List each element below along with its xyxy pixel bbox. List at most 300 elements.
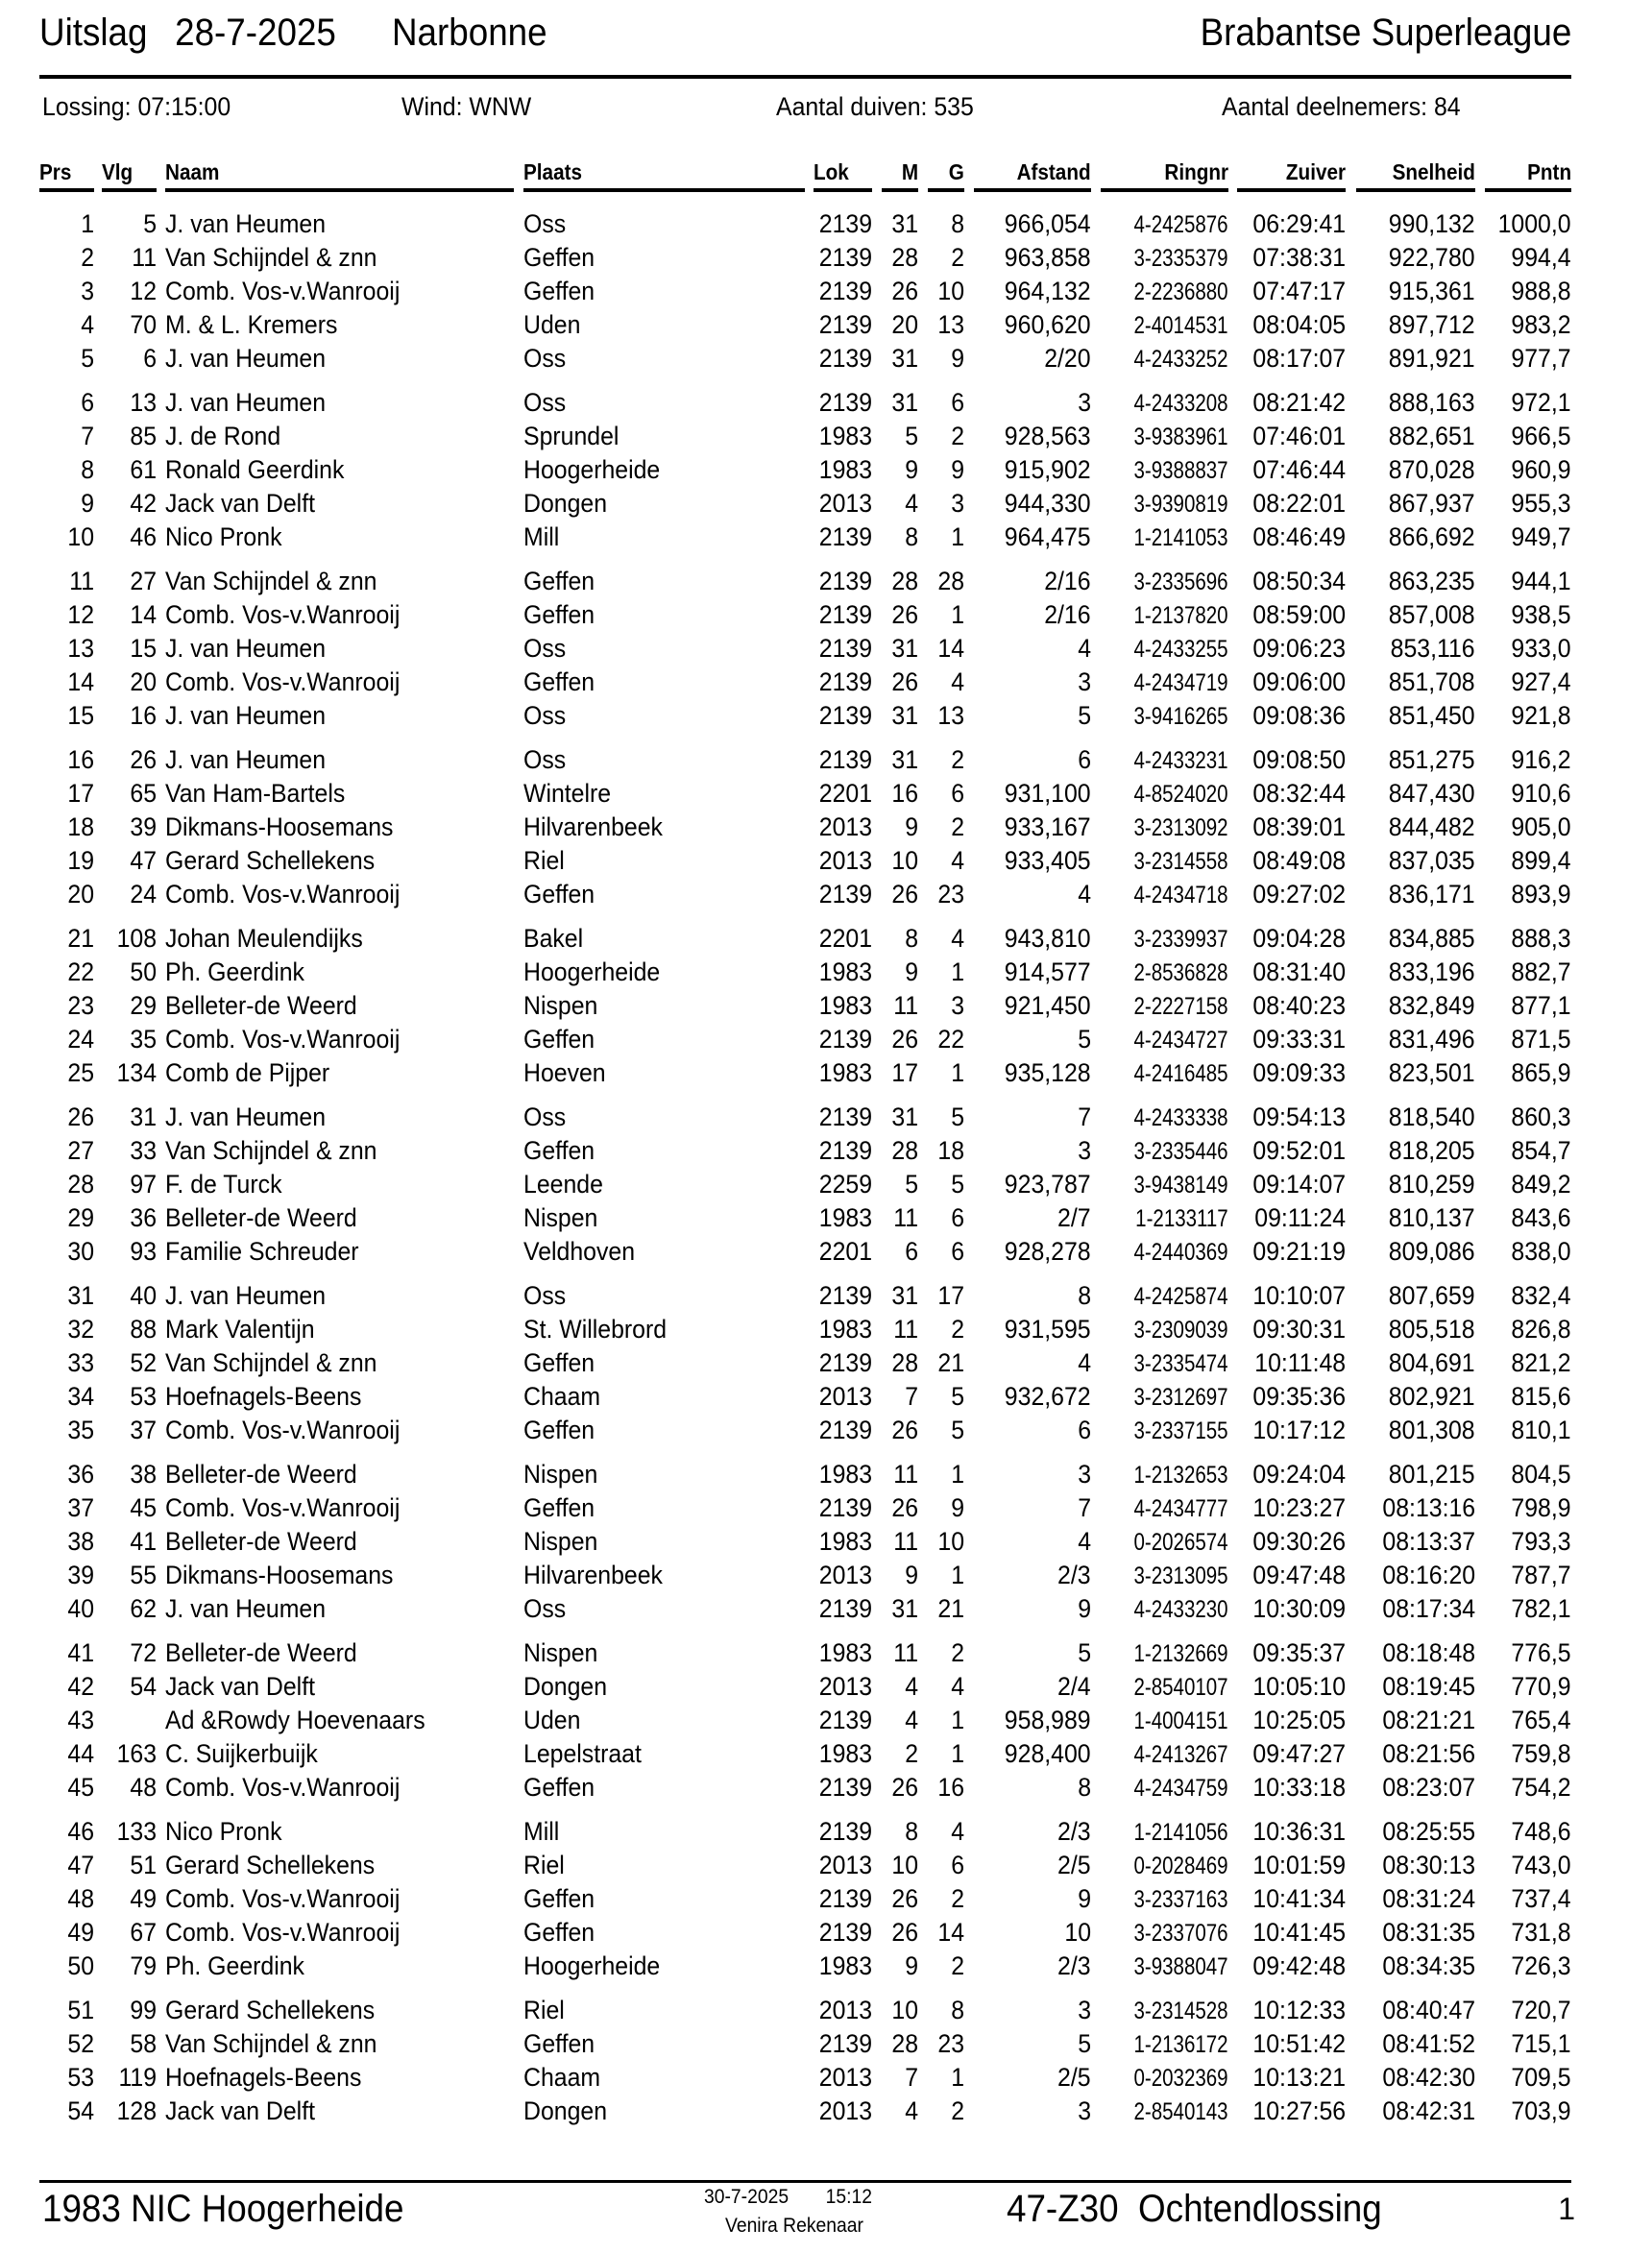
cell-prs: 3 — [81, 277, 94, 305]
cell-zuiver: 08:49:08 — [1252, 846, 1346, 875]
cell-prs: 14 — [67, 667, 94, 696]
cell-vlg: 99 — [130, 1996, 157, 2024]
cell-g: 10 — [937, 1527, 964, 1556]
cell-plaats: Dongen — [523, 489, 608, 518]
cell-ringnr: 4-2433255 — [1133, 636, 1228, 663]
cell-afstand: 8 — [1078, 1773, 1091, 1802]
cell-afstand: 931,595 — [1005, 1315, 1091, 1344]
cell-zuiver: 10:05:10 — [1252, 1672, 1346, 1701]
cell-snelheid: 867,937 — [1389, 489, 1475, 518]
cell-naam: Johan Meulendijks — [165, 924, 363, 953]
cell-pntn: 949,7 — [1511, 522, 1571, 551]
cell-m: 31 — [891, 1281, 918, 1310]
cell-vlg: 93 — [130, 1237, 157, 1266]
cell-snelheid: 804,691 — [1389, 1348, 1475, 1377]
cell-pntn: 765,4 — [1511, 1706, 1571, 1734]
cell-zuiver: 10:13:21 — [1252, 2063, 1346, 2092]
cell-g: 10 — [937, 277, 964, 305]
cell-zuiver: 08:17:07 — [1252, 344, 1346, 373]
cell-ringnr: 3-2312697 — [1133, 1384, 1228, 1411]
cell-pntn: 832,4 — [1511, 1281, 1571, 1310]
table-row — [0, 1460, 1652, 1493]
cell-snelheid: 08:13:16 — [1382, 1493, 1475, 1522]
cell-afstand: 966,054 — [1005, 209, 1091, 238]
column-underline — [974, 188, 1091, 192]
cell-pntn: 826,8 — [1511, 1315, 1571, 1344]
cell-snelheid: 08:17:34 — [1382, 1594, 1475, 1623]
cell-prs: 23 — [67, 991, 94, 1020]
cell-zuiver: 08:59:00 — [1252, 600, 1346, 629]
cell-vlg: 45 — [130, 1493, 157, 1522]
cell-m: 28 — [891, 1348, 918, 1377]
cell-pntn: 899,4 — [1511, 846, 1571, 875]
cell-plaats: Geffen — [523, 1348, 595, 1377]
cell-snelheid: 807,659 — [1389, 1281, 1475, 1310]
cell-vlg: 39 — [130, 812, 157, 841]
table-row — [0, 522, 1652, 556]
cell-plaats: Riel — [523, 846, 565, 875]
cell-zuiver: 09:11:24 — [1254, 1203, 1346, 1232]
cell-naam: Belleter-de Weerd — [165, 1527, 357, 1556]
cell-lok: 2139 — [818, 1136, 872, 1165]
cell-naam: Jack van Delft — [165, 2096, 316, 2125]
cell-naam: J. van Heumen — [165, 209, 327, 238]
cell-m: 31 — [891, 344, 918, 373]
cell-naam: Belleter-de Weerd — [165, 1638, 357, 1667]
cell-afstand: 8 — [1078, 1281, 1091, 1310]
cell-lok: 2139 — [818, 522, 872, 551]
cell-zuiver: 10:17:12 — [1252, 1416, 1346, 1444]
cell-plaats: Nispen — [523, 1203, 598, 1232]
wind-label: Wind: — [401, 92, 463, 121]
cell-zuiver: 08:50:34 — [1252, 567, 1346, 595]
column-underline — [1101, 188, 1228, 192]
cell-snelheid: 990,132 — [1389, 209, 1475, 238]
cell-snelheid: 831,496 — [1389, 1025, 1475, 1054]
cell-afstand: 944,330 — [1005, 489, 1091, 518]
cell-lok: 2139 — [818, 1817, 872, 1846]
cell-prs: 41 — [67, 1638, 94, 1667]
cell-ringnr: 2-2227158 — [1133, 993, 1228, 1020]
cell-snelheid: 08:30:13 — [1382, 1851, 1475, 1879]
cell-plaats: Dongen — [523, 2096, 608, 2125]
table-row — [0, 388, 1652, 422]
cell-vlg: 58 — [130, 2029, 157, 2058]
cell-afstand: 9 — [1078, 1884, 1091, 1913]
cell-afstand: 931,100 — [1005, 779, 1091, 808]
cell-lok: 1983 — [818, 455, 872, 484]
cell-ringnr: 3-9383961 — [1133, 424, 1228, 450]
deelnemers-value: 84 — [1433, 92, 1461, 121]
cell-zuiver: 10:10:07 — [1252, 1281, 1346, 1310]
cell-afstand: 3 — [1078, 388, 1091, 417]
table-row — [0, 1672, 1652, 1706]
cell-vlg: 20 — [130, 667, 157, 696]
cell-snelheid: 888,163 — [1389, 388, 1475, 417]
cell-ringnr: 1-2141056 — [1133, 1819, 1228, 1846]
cell-snelheid: 915,361 — [1389, 277, 1475, 305]
cell-snelheid: 08:19:45 — [1382, 1672, 1475, 1701]
table-row — [0, 1203, 1652, 1237]
cell-afstand: 3 — [1078, 2096, 1091, 2125]
cell-m: 26 — [891, 880, 918, 908]
cell-m: 26 — [891, 1773, 918, 1802]
cell-lok: 2139 — [818, 388, 872, 417]
cell-lok: 1983 — [818, 1638, 872, 1667]
cell-naam: F. de Turck — [165, 1170, 282, 1199]
cell-zuiver: 09:35:37 — [1252, 1638, 1346, 1667]
column-underline — [1237, 188, 1346, 192]
cell-pntn: 793,3 — [1511, 1527, 1571, 1556]
cell-pntn: 815,6 — [1511, 1382, 1571, 1411]
cell-naam: J. van Heumen — [165, 1594, 327, 1623]
cell-prs: 10 — [67, 522, 94, 551]
cell-prs: 45 — [67, 1773, 94, 1802]
cell-lok: 2013 — [818, 2063, 872, 2092]
cell-vlg: 52 — [130, 1348, 157, 1377]
cell-plaats: Geffen — [523, 277, 595, 305]
cell-vlg: 47 — [130, 846, 157, 875]
cell-vlg: 134 — [116, 1058, 157, 1087]
cell-lok: 2139 — [818, 701, 872, 730]
cell-m: 10 — [891, 1851, 918, 1879]
cell-vlg: 79 — [130, 1951, 157, 1980]
cell-lok: 1983 — [818, 1460, 872, 1489]
table-row — [0, 1493, 1652, 1527]
cell-vlg: 65 — [130, 779, 157, 808]
cell-m: 26 — [891, 277, 918, 305]
cell-vlg: 16 — [130, 701, 157, 730]
cell-m: 5 — [905, 422, 918, 450]
column-header-snelheid: Snelheid — [1392, 159, 1475, 184]
cell-pntn: 748,6 — [1511, 1817, 1571, 1846]
cell-g: 23 — [937, 2029, 964, 2058]
column-header-g: G — [948, 159, 964, 184]
table-row — [0, 1382, 1652, 1416]
cell-naam: Comb. Vos-v.Wanrooij — [165, 1416, 401, 1444]
cell-pntn: 888,3 — [1511, 924, 1571, 953]
lossing-value: 07:15:00 — [137, 92, 231, 121]
cell-plaats: Nispen — [523, 991, 598, 1020]
cell-ringnr: 3-2337076 — [1133, 1920, 1228, 1947]
table-row — [0, 1884, 1652, 1918]
cell-snelheid: 08:31:24 — [1382, 1884, 1475, 1913]
cell-prs: 53 — [67, 2063, 94, 2092]
cell-snelheid: 866,692 — [1389, 522, 1475, 551]
cell-zuiver: 09:14:07 — [1252, 1170, 1346, 1199]
cell-pntn: 966,5 — [1511, 422, 1571, 450]
cell-pntn: 798,9 — [1511, 1493, 1571, 1522]
cell-plaats: Oss — [523, 1281, 567, 1310]
cell-pntn: 960,9 — [1511, 455, 1571, 484]
cell-g: 3 — [951, 991, 964, 1020]
cell-zuiver: 08:39:01 — [1252, 812, 1346, 841]
cell-afstand: 2/16 — [1044, 567, 1091, 595]
cell-plaats: Oss — [523, 1594, 567, 1623]
cell-plaats: Geffen — [523, 1493, 595, 1522]
cell-naam: Van Schijndel & znn — [165, 2029, 377, 2058]
cell-afstand: 10 — [1064, 1918, 1091, 1947]
race-date: 28-7-2025 — [175, 12, 336, 54]
cell-prs: 32 — [67, 1315, 94, 1344]
column-header-m: M — [901, 159, 918, 184]
table-row — [0, 1136, 1652, 1170]
column-underline — [102, 188, 157, 192]
cell-plaats: Oss — [523, 634, 567, 663]
cell-naam: Comb. Vos-v.Wanrooij — [165, 1884, 401, 1913]
duiven-value: 535 — [934, 92, 974, 121]
table-row — [0, 779, 1652, 812]
cell-zuiver: 10:41:34 — [1252, 1884, 1346, 1913]
cell-lok: 2139 — [818, 1773, 872, 1802]
cell-lok: 2139 — [818, 1102, 872, 1131]
cell-m: 7 — [905, 2063, 918, 2092]
cell-plaats: Oss — [523, 701, 567, 730]
cell-pntn: 938,5 — [1511, 600, 1571, 629]
table-row — [0, 812, 1652, 846]
cell-naam: Familie Schreuder — [165, 1237, 359, 1266]
cell-vlg: 48 — [130, 1773, 157, 1802]
cell-naam: Comb. Vos-v.Wanrooij — [165, 277, 401, 305]
cell-pntn: 955,3 — [1511, 489, 1571, 518]
cell-zuiver: 08:32:44 — [1252, 779, 1346, 808]
cell-m: 26 — [891, 1416, 918, 1444]
cell-vlg: 51 — [130, 1851, 157, 1879]
cell-vlg: 36 — [130, 1203, 157, 1232]
cell-snelheid: 08:31:35 — [1382, 1918, 1475, 1947]
cell-lok: 2139 — [818, 209, 872, 238]
column-header-lok: Lok — [814, 159, 849, 184]
cell-naam: J. van Heumen — [165, 634, 327, 663]
cell-lok: 2139 — [818, 1348, 872, 1377]
cell-afstand: 3 — [1078, 1996, 1091, 2024]
cell-m: 9 — [905, 957, 918, 986]
cell-pntn: 977,7 — [1511, 344, 1571, 373]
cell-zuiver: 06:29:41 — [1252, 209, 1346, 238]
cell-g: 1 — [951, 1706, 964, 1734]
cell-plaats: Veldhoven — [523, 1237, 636, 1266]
cell-naam: J. van Heumen — [165, 745, 327, 774]
cell-pntn: 933,0 — [1511, 634, 1571, 663]
table-row — [0, 924, 1652, 957]
cell-zuiver: 09:35:36 — [1252, 1382, 1346, 1411]
cell-plaats: Nispen — [523, 1527, 598, 1556]
cell-afstand: 2/5 — [1057, 1851, 1091, 1879]
cell-m: 4 — [905, 1706, 918, 1734]
cell-plaats: Geffen — [523, 1884, 595, 1913]
cell-lok: 2013 — [818, 1851, 872, 1879]
cell-lok: 1983 — [818, 1739, 872, 1768]
cell-lok: 2139 — [818, 667, 872, 696]
cell-afstand: 933,167 — [1005, 812, 1091, 841]
cell-lok: 2013 — [818, 1672, 872, 1701]
cell-vlg: 119 — [118, 2063, 157, 2092]
duiven-info — [776, 92, 974, 122]
wind-info — [401, 92, 531, 122]
cell-ringnr: 3-2339937 — [1133, 926, 1228, 953]
cell-plaats: Geffen — [523, 243, 595, 272]
cell-g: 4 — [951, 924, 964, 953]
table-row — [0, 243, 1652, 277]
cell-m: 10 — [891, 846, 918, 875]
cell-prs: 42 — [67, 1672, 94, 1701]
cell-plaats: Oss — [523, 344, 567, 373]
cell-ringnr: 2-8536828 — [1133, 959, 1228, 986]
cell-g: 2 — [951, 422, 964, 450]
cell-lok: 2139 — [818, 634, 872, 663]
cell-ringnr: 4-2425876 — [1133, 211, 1228, 238]
cell-ringnr: 2-4014531 — [1133, 312, 1228, 339]
cell-naam: Dikmans-Hoosemans — [165, 1561, 394, 1589]
cell-g: 8 — [951, 209, 964, 238]
cell-plaats: Mill — [523, 1817, 560, 1846]
cell-afstand: 4 — [1078, 634, 1091, 663]
table-row — [0, 1315, 1652, 1348]
cell-vlg: 31 — [130, 1102, 157, 1131]
cell-m: 28 — [891, 567, 918, 595]
cell-pntn: 782,1 — [1511, 1594, 1571, 1623]
deelnemers-label: Aantal deelnemers: — [1222, 92, 1428, 121]
column-underline — [39, 188, 94, 192]
cell-prs: 37 — [67, 1493, 94, 1522]
cell-ringnr: 4-2434727 — [1133, 1027, 1228, 1054]
cell-afstand: 928,400 — [1005, 1739, 1091, 1768]
cell-lok: 2139 — [818, 344, 872, 373]
cell-ringnr: 4-2413267 — [1133, 1741, 1228, 1768]
cell-snelheid: 837,035 — [1389, 846, 1475, 875]
cell-pntn: 759,8 — [1511, 1739, 1571, 1768]
cell-pntn: 715,1 — [1511, 2029, 1571, 2058]
column-underline — [1356, 188, 1475, 192]
cell-snelheid: 08:21:56 — [1382, 1739, 1475, 1768]
column-underline — [928, 188, 964, 192]
cell-afstand: 923,787 — [1005, 1170, 1091, 1199]
cell-pntn: 860,3 — [1511, 1102, 1571, 1131]
cell-lok: 1983 — [818, 957, 872, 986]
cell-vlg: 42 — [130, 489, 157, 518]
cell-m: 6 — [905, 1237, 918, 1266]
cell-g: 5 — [951, 1102, 964, 1131]
cell-snelheid: 891,921 — [1389, 344, 1475, 373]
cell-lok: 2201 — [818, 779, 872, 808]
cell-plaats: Geffen — [523, 880, 595, 908]
cell-naam: J. van Heumen — [165, 1102, 327, 1131]
cell-afstand: 928,278 — [1005, 1237, 1091, 1266]
cell-afstand: 3 — [1078, 1460, 1091, 1489]
cell-g: 1 — [951, 522, 964, 551]
cell-g: 21 — [937, 1594, 964, 1623]
cell-afstand: 958,989 — [1005, 1706, 1091, 1734]
cell-ringnr: 4-2433230 — [1133, 1596, 1228, 1623]
cell-vlg: 14 — [130, 600, 157, 629]
deelnemers-info — [1222, 92, 1461, 122]
cell-afstand: 2/16 — [1044, 600, 1091, 629]
cell-prs: 17 — [67, 779, 94, 808]
cell-m: 26 — [891, 600, 918, 629]
column-underline — [1485, 188, 1571, 192]
cell-prs: 40 — [67, 1594, 94, 1623]
cell-prs: 27 — [67, 1136, 94, 1165]
cell-naam: J. de Rond — [165, 422, 281, 450]
cell-snelheid: 847,430 — [1389, 779, 1475, 808]
cell-prs: 46 — [67, 1817, 94, 1846]
lossing-info — [42, 92, 231, 122]
cell-plaats: Geffen — [523, 667, 595, 696]
cell-snelheid: 08:42:31 — [1382, 2096, 1475, 2125]
cell-snelheid: 836,171 — [1389, 880, 1475, 908]
cell-snelheid: 08:23:07 — [1382, 1773, 1475, 1802]
cell-zuiver: 09:09:33 — [1252, 1058, 1346, 1087]
cell-m: 31 — [891, 1102, 918, 1131]
cell-ringnr: 4-2434719 — [1133, 669, 1228, 696]
cell-plaats: Geffen — [523, 2029, 595, 2058]
cell-ringnr: 1-2141053 — [1133, 524, 1228, 551]
table-row — [0, 957, 1652, 991]
cell-m: 28 — [891, 243, 918, 272]
cell-ringnr: 1-2132653 — [1133, 1462, 1228, 1489]
cell-naam: Comb. Vos-v.Wanrooij — [165, 1025, 401, 1054]
cell-snelheid: 833,196 — [1389, 957, 1475, 986]
cell-prs: 19 — [67, 846, 94, 875]
cell-pntn: 804,5 — [1511, 1460, 1571, 1489]
cell-ringnr: 3-2335696 — [1133, 569, 1228, 595]
cell-g: 6 — [951, 1851, 964, 1879]
cell-m: 10 — [891, 1996, 918, 2024]
cell-prs: 51 — [67, 1996, 94, 2024]
table-row — [0, 1527, 1652, 1561]
cell-plaats: Riel — [523, 1851, 565, 1879]
cell-prs: 8 — [81, 455, 94, 484]
cell-m: 31 — [891, 634, 918, 663]
column-header-plaats: Plaats — [523, 159, 582, 184]
cell-afstand: 943,810 — [1005, 924, 1091, 953]
cell-g: 1 — [951, 2063, 964, 2092]
cell-prs: 6 — [81, 388, 94, 417]
cell-naam: Dikmans-Hoosemans — [165, 812, 394, 841]
cell-g: 4 — [951, 1672, 964, 1701]
cell-m: 5 — [905, 1170, 918, 1199]
table-row — [0, 1638, 1652, 1672]
cell-zuiver: 07:47:17 — [1252, 277, 1346, 305]
cell-lok: 2139 — [818, 1493, 872, 1522]
duiven-label: Aantal duiven: — [776, 92, 928, 121]
cell-ringnr: 4-2434777 — [1133, 1495, 1228, 1522]
cell-zuiver: 10:23:27 — [1252, 1493, 1346, 1522]
cell-vlg: 29 — [130, 991, 157, 1020]
cell-plaats: Geffen — [523, 567, 595, 595]
cell-pntn: 921,8 — [1511, 701, 1571, 730]
cell-plaats: Bakel — [523, 924, 584, 953]
cell-naam: Van Schijndel & znn — [165, 567, 377, 595]
column-underline — [814, 188, 872, 192]
cell-vlg: 35 — [130, 1025, 157, 1054]
league-name: Brabantse Superleague — [1200, 12, 1571, 54]
cell-plaats: Riel — [523, 1996, 565, 2024]
cell-naam: Jack van Delft — [165, 489, 316, 518]
cell-g: 1 — [951, 957, 964, 986]
cell-ringnr: 3-2314528 — [1133, 1998, 1228, 2024]
cell-lok: 1983 — [818, 1203, 872, 1232]
cell-naam: Ad &Rowdy Hoevenaars — [165, 1706, 425, 1734]
cell-snelheid: 844,482 — [1389, 812, 1475, 841]
cell-naam: J. van Heumen — [165, 388, 327, 417]
cell-naam: J. van Heumen — [165, 344, 327, 373]
cell-naam: Nico Pronk — [165, 1817, 282, 1846]
cell-vlg: 24 — [130, 880, 157, 908]
race-location: Narbonne — [391, 12, 547, 54]
cell-g: 22 — [937, 1025, 964, 1054]
cell-pntn: 838,0 — [1511, 1237, 1571, 1266]
